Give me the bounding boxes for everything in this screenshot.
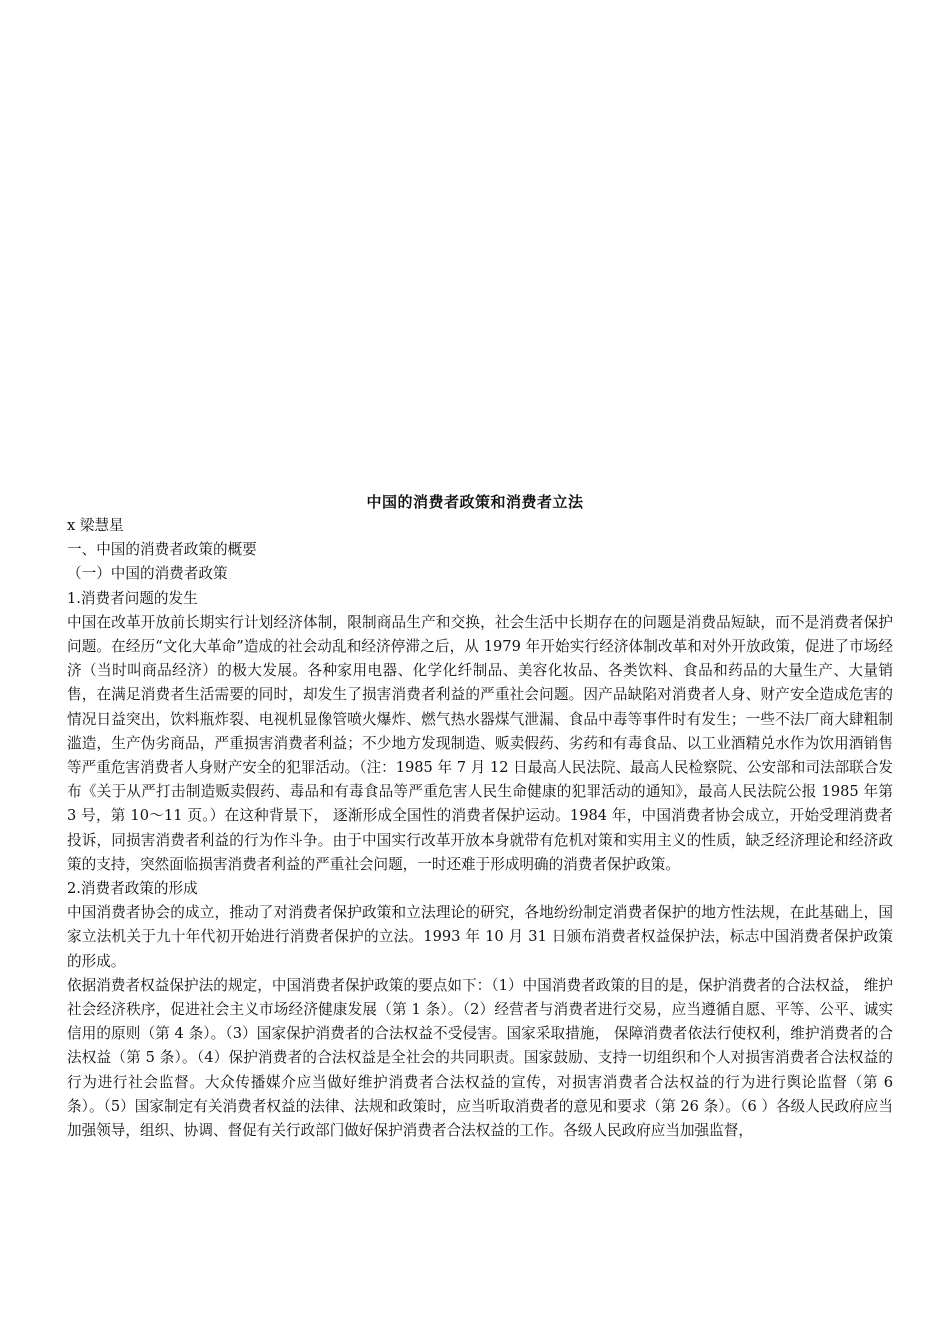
item-heading: 1.消费者问题的发生 (67, 589, 198, 607)
body-paragraph: 中国在改革开放前长期实行计划经济体制，限制商品生产和交换，社会生活中长期存在的问题是消费品短缺，而不是消费者保护问题。在经历“文化大革命”造成的社会动乱和经济停滞之后，从 1979 年开始实行经济体制改革和对外开放政策，促进了市场经济（当时叫商品经济）的极大发展。各种家用电器、化学化纤制品、美容化妆品、各类饮料、食品和药品的大量生产、大量销售，在满足消费者生活需要的同时，却发生了损害消费者利益的严重社会问题。因产品缺陷对消费者人身、财产安全造成危害的情况日益突出，饮料瓶炸裂、电视机显像管喷火爆炸、燃气热水器煤气泄漏、食品中毒等事件时有发生；一些不法厂商大肆粗制滥造，生产伪劣商品，严重损害消费者利益；不少地方发现制造、贩卖假药、劣药和有毒食品、以工业酒精兑水作为饮用酒销售等严重危害消费者人身财产安全的犯罪活动。（注：1985 年 7 月 12 日最高人民法院、最高人民检察院、公安部和司法部联合发布《关于从严打击制造贩卖假药、毒品和有毒食品等严重危害人民生命健康的犯罪活动的通知》，最高人民法院公报 1985 年第 3 号，第 10～11 页。）在这种背景下， 逐渐形成全国性的消费者保护运动。1984 年，中国消费者协会成立，开始受理消费者投诉，同损害消费者利益的行为作斗争。由于中国实行改革开放本身就带有危机对策和实用主义的性质，缺乏经济理论和经济政策的支持，突然面临损害消费者利益的严重社会问题，一时还难于形成明确的消费者保护政策。 (67, 613, 893, 873)
body-paragraph: 依据消费者权益保护法的规定，中国消费者保护政策的要点如下：（1）中国消费者政策的目的是，保护消费者的合法权益， 维护社会经济秩序，促进社会主义市场经济健康发展（第 1 条）。（2）经营者与消费者进行交易，应当遵循自愿、平等、公平、诚实信用的原则（第 4 条）。（3）国家保护消费者的合法权益不受侵害。国家采取措施， 保障消费者依法行使权利，维护消费者的合法权益（第 5 条）。（4）保护消费者的合法权益是全社会的共同职责。国家鼓励、支持一切组织和个人对损害消费者合法权益的行为进行社会监督。大众传播媒介应当做好维护消费者合法权益的宣传，对损害消费者合法权益的行为进行舆论监督（第 6 条）。（5）国家制定有关消费者权益的法律、法规和政策时，应当听取消费者的意见和要求（第 26 条）。（6 ）各级人民政府应当加强领导，组织、协调、督促有关行政部门做好保护消费者合法权益的工作。各级人民政府应当加强监督， (67, 976, 893, 1140)
author-line: x 梁慧星 (67, 517, 124, 534)
document-title: 中国的消费者政策和消费者立法 (366, 493, 584, 511)
section-heading: 一、中国的消费者政策的概要 (67, 541, 257, 559)
body-paragraph: 中国消费者协会的成立，推动了对消费者保护政策和立法理论的研究，各地纷纷制定消费者保护的地方性法规，在此基础上，国家立法机关于九十年代初开始进行消费者保护的立法。1993 年 10 月 31 日颁布消费者权益保护法，标志中国消费者保护政策的形成。 (67, 904, 893, 970)
item-heading: 2.消费者政策的形成 (67, 880, 198, 898)
document-body (67, 514, 893, 1143)
subsection-heading: （一）中国的消费者政策 (67, 565, 228, 583)
